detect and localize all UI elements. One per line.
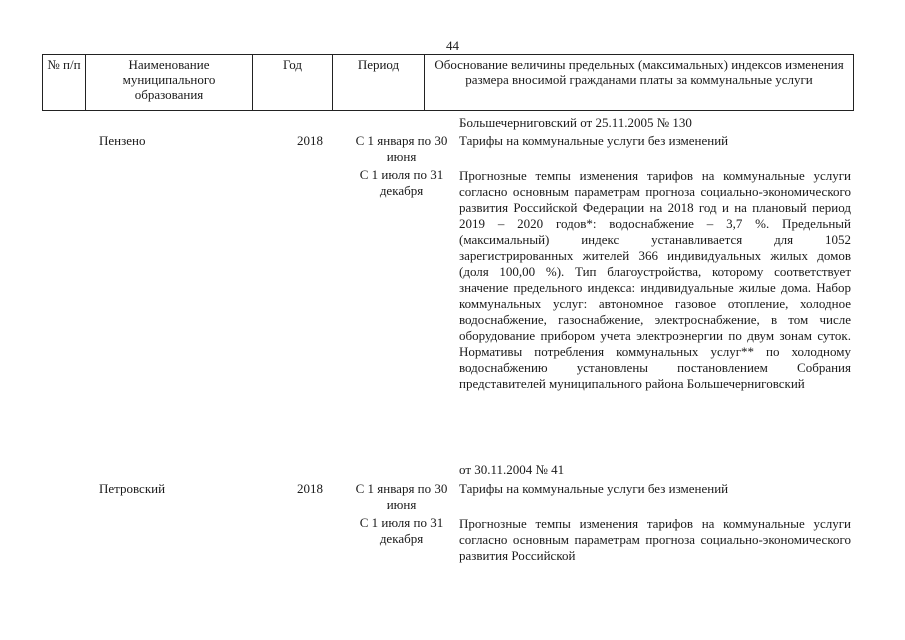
basis-second-half: Прогнозные темпы изменения тарифов на коммунальные услуги согласно основным параметрам прогноза социально-экономического развития Российской Федерации на 2018 год и на плановый период 2019 – 2020 годов*: водоснабжение – 3,7 %. Предельный (максимальный) индекс устанавливается для 1052 зарегистрированных жителей 366 индивидуальных жилых домов (доля 100,00 %). Тип благоустройства, которому соответствует значение предельного индекса: индивидуальные жилые дома. Набор коммунальных услуг: автономное газовое отопление, холодное водоснабжение, газоснабжение, электроснабжение, в том числе оборудование прибором учета электроэнергии по двум зонам суток. Нормативы потребления коммунальных услуг** по холодному водоснабжению установлены постановлением Собрания представителей муниципального района Большечерниговский	[459, 168, 851, 391]
municipality-name: Петровский	[99, 481, 166, 496]
header-col-period: Период	[333, 55, 425, 111]
year: 2018	[297, 133, 323, 148]
header-col-name: Наименование муниципального образования	[86, 55, 253, 111]
period-second-half: С 1 июля по 31 декабря	[359, 515, 444, 546]
municipality-name: Пензено	[99, 133, 146, 148]
basis-second-half: Прогнозные темпы изменения тарифов на коммунальные услуги согласно основным параметрам прогноза социально-экономического развития Российской	[459, 516, 851, 563]
period-first-half: С 1 января по 30 июня	[355, 133, 448, 164]
period-second-half: С 1 июля по 31 декабря	[359, 167, 444, 198]
header-col-num: № п/п	[43, 55, 86, 111]
year: 2018	[297, 481, 323, 496]
header-col-basis: Обоснование величины предельных (максимальных) индексов изменения размера вносимой гражданами платы за коммунальные услуги	[425, 55, 854, 111]
table-header	[42, 54, 854, 111]
page-number: 44	[446, 38, 459, 53]
header-col-year: Год	[253, 55, 333, 111]
continued-line: Большечерниговский от 25.11.2005 № 130	[459, 115, 692, 130]
basis-first-half: Тарифы на коммунальные услуги без изменений	[459, 481, 729, 496]
basis-second-half-last-line: от 30.11.2004 № 41	[459, 462, 565, 477]
period-first-half: С 1 января по 30 июня	[355, 481, 448, 512]
basis-first-half: Тарифы на коммунальные услуги без изменений	[459, 133, 729, 148]
